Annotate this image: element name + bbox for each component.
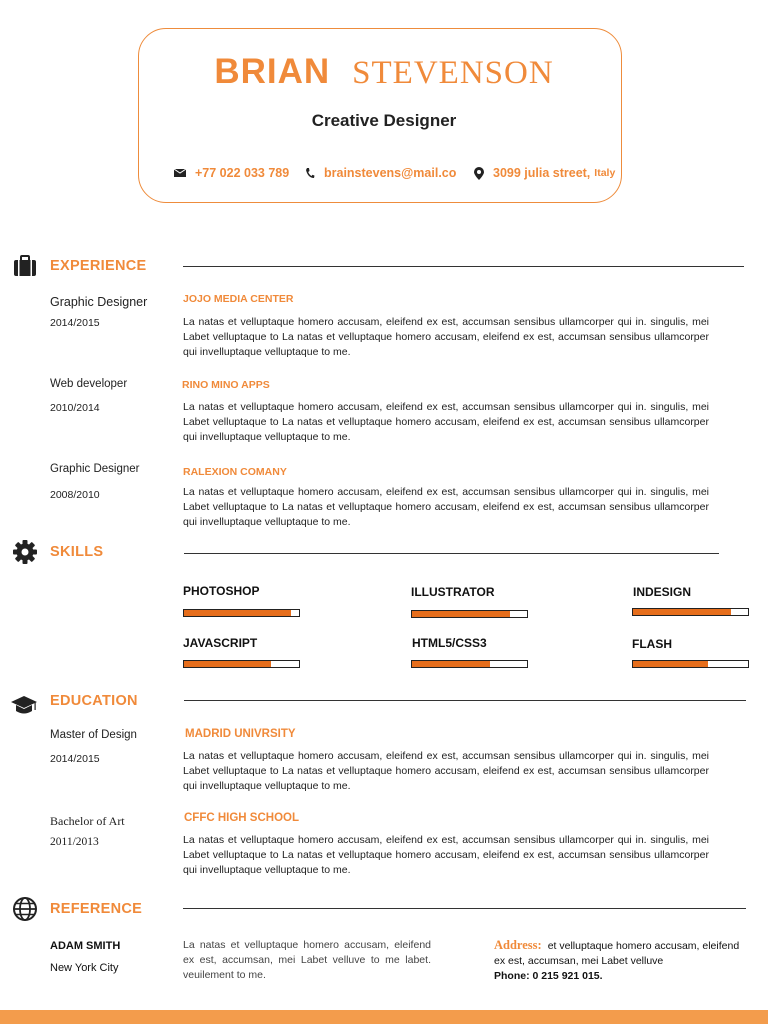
contact-email — [305, 164, 456, 182]
reference-city: New York City — [50, 962, 119, 974]
skill-label: INDESIGN — [633, 585, 692, 599]
skill-bar-fill — [633, 609, 731, 615]
last-name: STEVENSON — [352, 55, 554, 91]
briefcase-icon — [12, 253, 38, 279]
email-icon — [305, 167, 315, 179]
skill-bar — [632, 608, 749, 616]
gear-icon — [12, 539, 38, 565]
education-school: CFFC HIGH SCHOOL — [184, 812, 299, 824]
experience-role: Graphic Designer — [50, 463, 140, 475]
skill-bar — [183, 609, 300, 617]
skill-bar — [411, 660, 528, 668]
phone-icon — [174, 168, 186, 178]
country-text: Italy — [594, 167, 616, 179]
experience-role: Graphic Designer — [50, 295, 148, 309]
reference-name: ADAM SMITH — [50, 940, 121, 952]
experience-description: La natas et velluptaque homero accusam, eleifend ex est, accumsan sensibus ullamcorper qui in. singulis, mei Labet velluptaque to La natas et velluptaque homero accusam, eleifend ex est, accumsan sensibus ullamcorper qui invelluptaque velluptaque to me. — [183, 316, 709, 358]
skills-divider — [184, 553, 719, 554]
experience-dates: 2010/2014 — [50, 402, 100, 414]
education-degree: Master of Design — [50, 729, 137, 741]
skill-label: HTML5/CSS3 — [412, 636, 487, 650]
reference-divider — [183, 908, 746, 909]
reference-address — [494, 938, 744, 984]
section-title-experience: EXPERIENCE — [50, 258, 147, 274]
skill-bar-fill — [633, 661, 708, 667]
first-name: BRIAN — [214, 52, 331, 91]
education-dates: 2014/2015 — [50, 753, 100, 765]
experience-description: La natas et velluptaque homero accusam, eleifend ex est, accumsan sensibus ullamcorper qui in. singulis, mei Labet velluptaque to La natas et velluptaque homero accusam, eleifend ex est, accumsan sensibus ullamcorper qui invelluptaque velluptaque to me. — [183, 401, 709, 443]
skill-bar-fill — [412, 661, 490, 667]
reference-text: La natas et velluptaque homero accusam, eleifend ex est, accumsan, mei Labet velluve to me labet. veuilement to me. — [183, 939, 431, 981]
reference-phone: Phone: 0 215 921 015. — [494, 970, 603, 982]
address-text: et velluptaque homero accusam, eleifend ex est, accumsan, mei Labet velluve — [494, 940, 740, 967]
education-divider — [184, 700, 746, 701]
phone-text: +77 022 033 789 — [195, 166, 290, 180]
contact-phone — [174, 164, 289, 182]
education-description: La natas et velluptaque homero accusam, eleifend ex est, accumsan sensibus ullamcorper qui in. singulis, mei Labet velluptaque to La natas et velluptaque homero accusam, eleifend ex est, accumsan sensibus ullamcorper qui invelluptaque velluptaque to me. — [183, 750, 709, 792]
section-title-reference: REFERENCE — [50, 901, 143, 917]
address-label: Address: — [494, 938, 542, 952]
education-degree: Bachelor of Art — [50, 814, 125, 828]
skill-bar — [183, 660, 300, 668]
skill-bar-fill — [184, 661, 271, 667]
education-dates: 2011/2013 — [50, 836, 99, 848]
skill-label: FLASH — [632, 637, 672, 651]
footer-accent-bar — [0, 1010, 768, 1024]
section-title-education: EDUCATION — [50, 693, 138, 709]
graduation-cap-icon — [10, 692, 38, 718]
skill-label: JAVASCRIPT — [183, 636, 258, 650]
section-title-skills: SKILLS — [50, 544, 104, 560]
contact-address — [474, 164, 615, 182]
skill-bar — [632, 660, 749, 668]
experience-org: RINO MINO APPS — [182, 379, 270, 391]
education-school: MADRID UNIVRSITY — [185, 728, 296, 740]
experience-dates: 2014/2015 — [50, 317, 100, 329]
education-description: La natas et velluptaque homero accusam, eleifend ex est, accumsan sensibus ullamcorper qui in. singulis, mei Labet velluptaque to La natas et velluptaque homero accusam, eleifend ex est, accumsan sensibus ullamcorper qui invelluptaque velluptaque to me. — [183, 834, 709, 876]
address-text: 3099 julia street, — [493, 166, 591, 180]
skill-label: ILLUSTRATOR — [411, 585, 495, 599]
location-pin-icon — [474, 167, 484, 180]
experience-org: JOJO MEDIA CENTER — [183, 293, 294, 305]
skill-bar-fill — [184, 610, 291, 616]
experience-divider — [183, 266, 744, 267]
skill-bar — [411, 610, 528, 618]
experience-role: Web developer — [50, 378, 128, 390]
email-text: brainstevens@mail.co — [324, 166, 457, 180]
candidate-name — [0, 52, 768, 92]
skill-label: PHOTOSHOP — [183, 584, 260, 598]
globe-icon — [12, 896, 38, 922]
job-title: Creative Designer — [311, 111, 457, 130]
experience-description: La natas et velluptaque homero accusam, eleifend ex est, accumsan sensibus ullamcorper qui in. singulis, mei Labet velluptaque to La natas et velluptaque homero accusam, eleifend ex est, accumsan sensibus ullamcorper qui invelluptaque velluptaque to me. — [183, 486, 709, 528]
experience-org: RALEXION COMANY — [183, 466, 287, 478]
experience-dates: 2008/2010 — [50, 489, 100, 501]
skill-bar-fill — [412, 611, 510, 617]
